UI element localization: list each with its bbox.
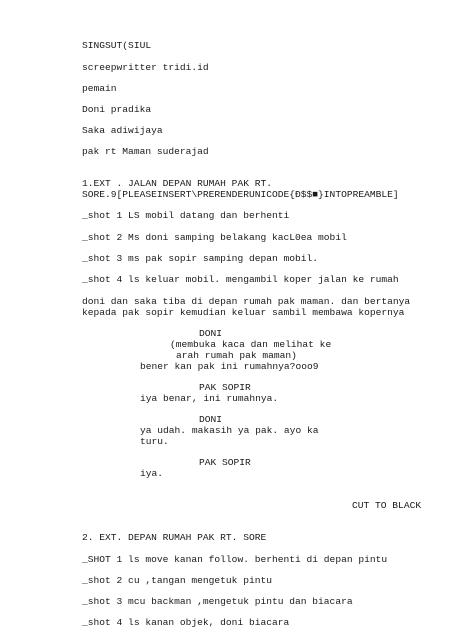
dialogue-line: turu.	[140, 436, 169, 447]
character-name: DONI	[199, 328, 223, 339]
shot-line: _shot 3 ms pak sopir samping depan mobil.	[82, 253, 319, 264]
scene-heading: 1.EXT . JALAN DEPAN RUMAH PAK RT.	[82, 178, 272, 189]
character-name: PAK SOPIR	[199, 382, 251, 393]
character-name: DONI	[199, 414, 223, 425]
cast-member: pak rt Maman suderajad	[82, 146, 209, 157]
shot-line: _shot 3 mcu backman ,mengetuk pintu dan biacara	[82, 596, 353, 607]
shot-line: _SHOT 1 ls move kanan follow. berhenti di depan pintu	[82, 554, 388, 565]
action-line: kepada pak sopir kemudian keluar sambil membawa kopernya	[82, 307, 405, 318]
dialogue-line: iya.	[140, 468, 164, 479]
writer-credit: screepwritter tridi.id	[82, 62, 209, 73]
cast-member: Saka adiwijaya	[82, 125, 163, 136]
parenthetical: arah rumah pak maman)	[176, 350, 297, 361]
parenthetical: (membuka kaca dan melihat ke	[170, 339, 332, 350]
dialogue-line: ya udah. makasih ya pak. ayo ka	[140, 425, 319, 436]
action-line: doni dan saka tiba di depan rumah pak maman. dan bertanya	[82, 296, 411, 307]
character-name: PAK SOPIR	[199, 457, 251, 468]
scene-heading-continued: SORE.9[PLEASEINSERT\PRERENDERUNICODE{Ð$$■}INTOPREAMBLE]	[82, 189, 399, 200]
cast-member: Doni pradika	[82, 104, 152, 115]
shot-line: _shot 1 LS mobil datang dan berhenti	[82, 210, 290, 221]
shot-line: _shot 2 Ms doni samping belakang kacL0ea mobil	[82, 232, 347, 243]
script-title: SINGSUT(SIUL	[82, 40, 152, 51]
scene-heading: 2. EXT. DEPAN RUMAH PAK RT. SORE	[82, 532, 267, 543]
shot-line: _shot 2 cu ,tangan mengetuk pintu	[82, 575, 272, 586]
cast-heading: pemain	[82, 83, 117, 94]
shot-line: _shot 4 ls kanan objek, doni biacara	[82, 617, 290, 628]
shot-line: _shot 4 ls keluar mobil. mengambil koper jalan ke rumah	[82, 274, 399, 285]
dialogue-line: iya benar, ini rumahnya.	[140, 393, 279, 404]
dialogue-line: bener kan pak ini rumahnya?ooo9	[140, 361, 319, 372]
transition: CUT TO BLACK	[352, 500, 422, 511]
